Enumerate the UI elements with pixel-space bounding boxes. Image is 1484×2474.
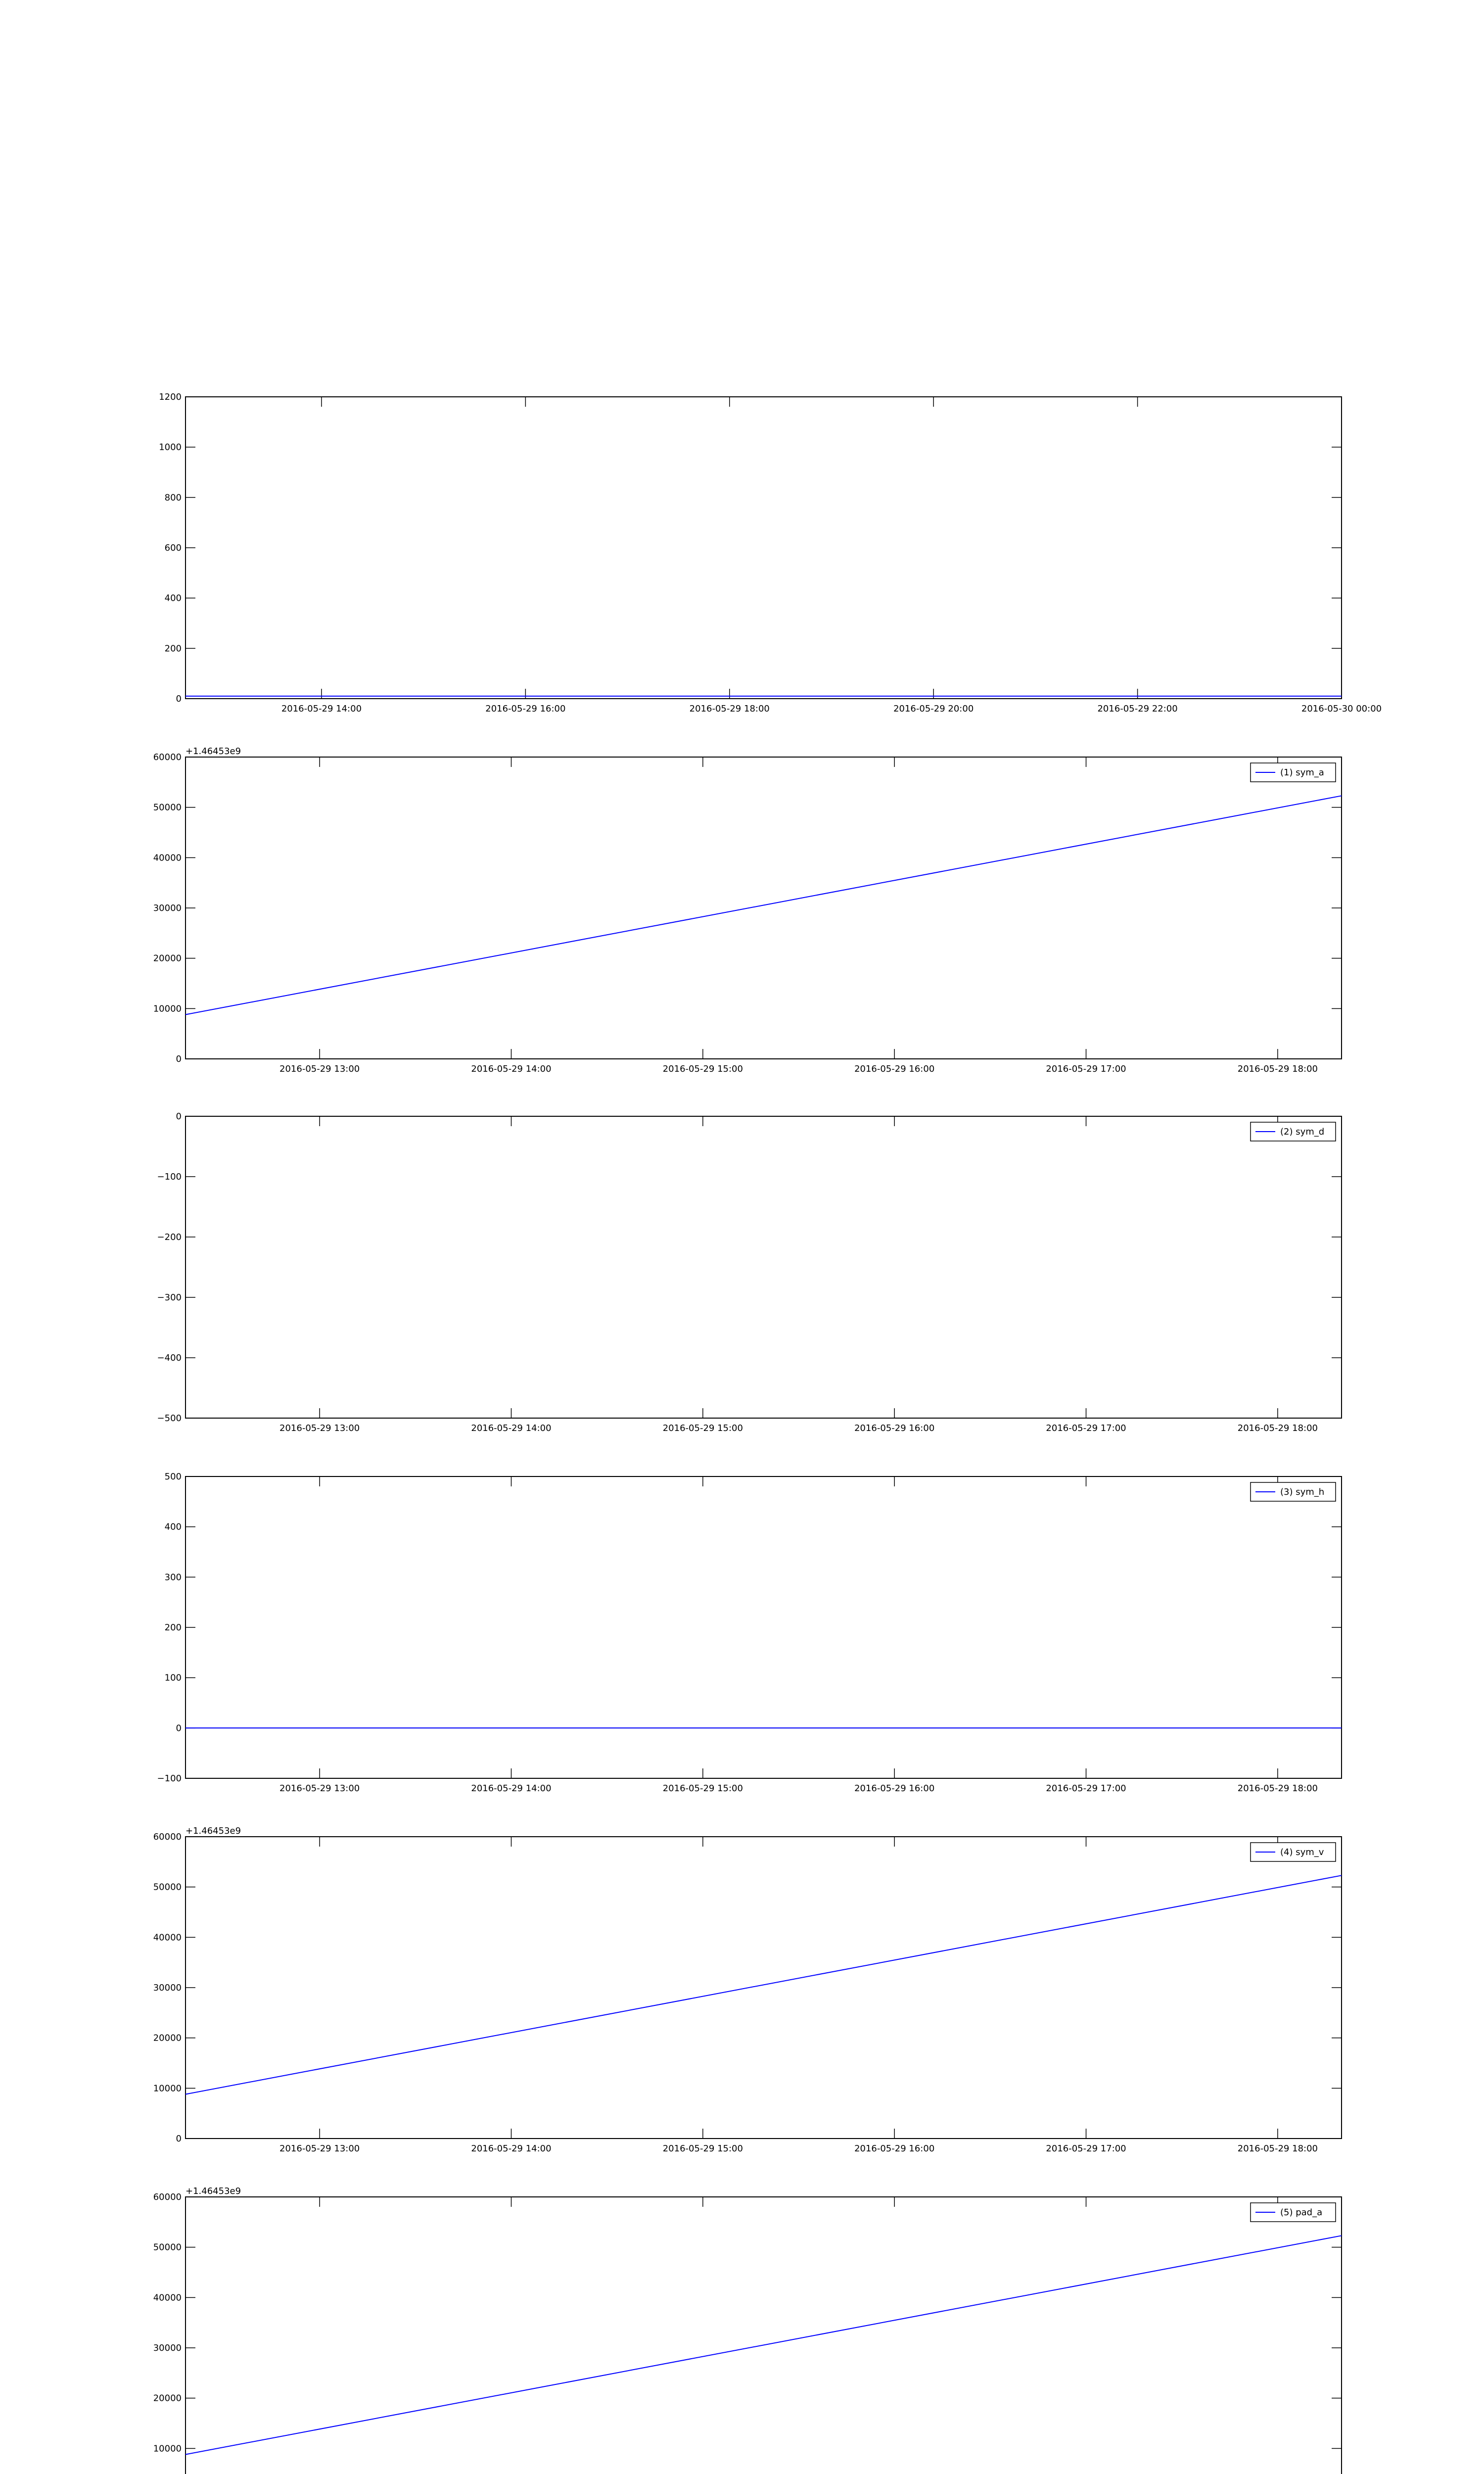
plot-area <box>186 2197 1342 2474</box>
x-tick-label: 2016-05-29 16:00 <box>485 704 566 714</box>
x-tick-label: 2016-05-29 16:00 <box>854 1064 935 1074</box>
legend <box>1251 1843 1336 1861</box>
y-tick-label: 10000 <box>153 1003 182 1014</box>
x-tick-label: 2016-05-29 14:00 <box>471 1783 552 1794</box>
y-tick-label: 50000 <box>153 1882 182 1893</box>
y-tick-label: 0 <box>176 1723 182 1734</box>
x-tick-label: 2016-05-29 15:00 <box>662 1783 743 1794</box>
x-tick-label: 2016-05-29 14:00 <box>471 1423 552 1433</box>
x-tick-label: 2016-05-29 18:00 <box>1237 1423 1318 1433</box>
x-tick-label: 2016-05-29 16:00 <box>854 2143 935 2154</box>
x-tick-label: 2016-05-29 18:00 <box>1237 1783 1318 1794</box>
legend <box>1251 2203 1336 2222</box>
x-tick-label: 2016-05-29 16:00 <box>854 1423 935 1433</box>
y-tick-label: 60000 <box>153 2192 182 2202</box>
legend <box>1251 1482 1336 1501</box>
y-tick-label: 1000 <box>159 442 182 453</box>
plot-area <box>186 757 1342 1059</box>
legend-label: (5) pad_a <box>1280 2207 1323 2218</box>
chart-panel-2 <box>153 746 1342 1074</box>
y-tick-label: 100 <box>164 1672 182 1683</box>
y-tick-label: 0 <box>176 2134 182 2144</box>
x-tick-label: 2016-05-29 18:00 <box>1237 1064 1318 1074</box>
plot-area <box>186 397 1342 699</box>
chart-panel-3 <box>157 1111 1342 1433</box>
chart-panel-4 <box>157 1472 1342 1794</box>
y-tick-label: 20000 <box>153 2033 182 2044</box>
y-tick-label: 50000 <box>153 2242 182 2253</box>
x-tick-label: 2016-05-29 16:00 <box>854 1783 935 1794</box>
y-tick-label: 20000 <box>153 2393 182 2404</box>
y-tick-label: 20000 <box>153 953 182 964</box>
x-tick-label: 2016-05-29 18:00 <box>1237 2143 1318 2154</box>
y-tick-label: 300 <box>164 1572 182 1583</box>
y-tick-label: 30000 <box>153 1983 182 1993</box>
y-tick-label: 40000 <box>153 853 182 863</box>
legend <box>1251 1122 1336 1141</box>
chart-panel-6 <box>153 2186 1342 2474</box>
y-tick-label: 200 <box>164 643 182 654</box>
x-tick-label: 2016-05-29 13:00 <box>279 1423 360 1433</box>
y-tick-label: −100 <box>157 1773 182 1784</box>
x-tick-label: 2016-05-29 13:00 <box>279 1064 360 1074</box>
y-tick-label: 30000 <box>153 903 182 913</box>
plot-area <box>186 1476 1342 1778</box>
x-tick-label: 2016-05-29 13:00 <box>279 2143 360 2154</box>
x-tick-label: 2016-05-29 17:00 <box>1046 1064 1126 1074</box>
legend-label: (3) sym_h <box>1280 1487 1325 1497</box>
y-tick-label: 30000 <box>153 2343 182 2353</box>
y-tick-label: 40000 <box>153 2292 182 2303</box>
y-tick-label: −500 <box>157 1413 182 1424</box>
y-tick-label: 800 <box>164 492 182 503</box>
y-tick-label: 0 <box>176 1111 182 1122</box>
x-tick-label: 2016-05-29 15:00 <box>662 1423 743 1433</box>
x-tick-label: 2016-05-29 13:00 <box>279 1783 360 1794</box>
x-tick-label: 2016-05-29 17:00 <box>1046 1423 1126 1433</box>
legend <box>1251 763 1336 782</box>
chart-panel-5 <box>153 1826 1342 2154</box>
y-tick-label: 10000 <box>153 2443 182 2454</box>
y-tick-label: 1200 <box>159 392 182 402</box>
plot-area <box>186 1837 1342 2139</box>
y-tick-label: 600 <box>164 543 182 553</box>
y-tick-label: 400 <box>164 593 182 604</box>
y-tick-label: 0 <box>176 694 182 704</box>
y-tick-label: 60000 <box>153 752 182 762</box>
y-tick-label: 10000 <box>153 2083 182 2094</box>
x-tick-label: 2016-05-29 14:00 <box>471 2143 552 2154</box>
y-tick-label: 200 <box>164 1622 182 1633</box>
axis-offset-label: +1.46453e9 <box>186 1826 241 1836</box>
chart-panel-1 <box>159 392 1382 714</box>
y-tick-label: −100 <box>157 1172 182 1182</box>
x-tick-label: 2016-05-29 14:00 <box>471 1064 552 1074</box>
y-tick-label: 400 <box>164 1522 182 1532</box>
x-tick-label: 2016-05-29 14:00 <box>281 704 362 714</box>
legend-label: (1) sym_a <box>1280 767 1324 778</box>
axis-offset-label: +1.46453e9 <box>186 2186 241 2196</box>
axis-offset-label: +1.46453e9 <box>186 746 241 757</box>
y-tick-label: −200 <box>157 1232 182 1242</box>
x-tick-label: 2016-05-29 20:00 <box>893 704 974 714</box>
plot-area <box>186 1116 1342 1418</box>
y-tick-label: 0 <box>176 1054 182 1064</box>
y-tick-label: 40000 <box>153 1932 182 1943</box>
legend-label: (2) sym_d <box>1280 1127 1325 1137</box>
x-tick-label: 2016-05-29 17:00 <box>1046 2143 1126 2154</box>
x-tick-label: 2016-05-29 22:00 <box>1097 704 1178 714</box>
x-tick-label: 2016-05-29 15:00 <box>662 1064 743 1074</box>
x-tick-label: 2016-05-29 18:00 <box>689 704 770 714</box>
legend-label: (4) sym_v <box>1280 1847 1324 1857</box>
y-tick-label: −400 <box>157 1353 182 1363</box>
y-tick-label: 60000 <box>153 1832 182 1842</box>
x-tick-label: 2016-05-30 00:00 <box>1301 704 1382 714</box>
x-tick-label: 2016-05-29 15:00 <box>662 2143 743 2154</box>
y-tick-label: 500 <box>164 1472 182 1482</box>
x-tick-label: 2016-05-29 17:00 <box>1046 1783 1126 1794</box>
y-tick-label: −300 <box>157 1292 182 1303</box>
y-tick-label: 50000 <box>153 802 182 813</box>
